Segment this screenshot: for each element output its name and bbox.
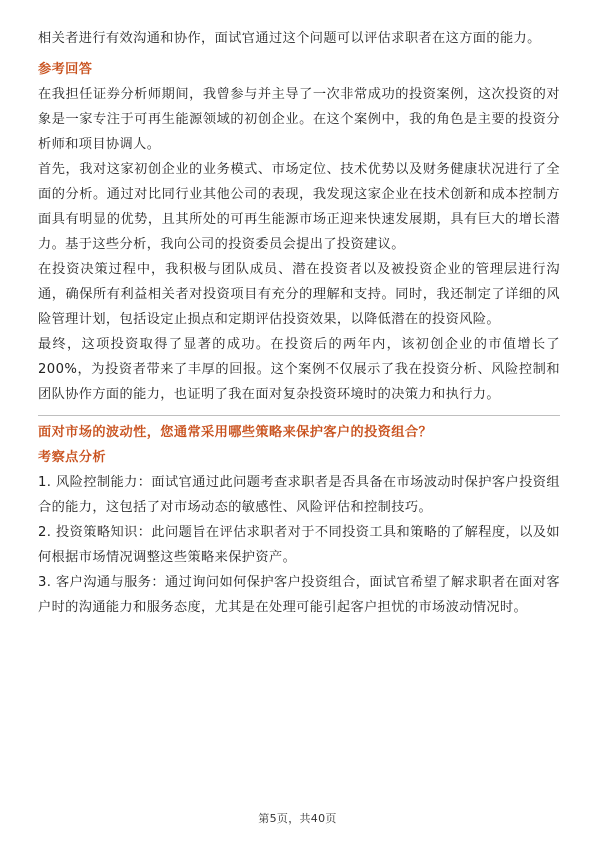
reference-answer-heading: 参考回答: [38, 62, 93, 77]
answer-paragraph-3: 在投资决策过程中，我积极与团队成员、潜在投资者以及被投资企业的管理层进行沟通，确保所有利益相关者对投资项目有充分的理解和支持。同时，我还制定了详细的风险管理计划，包括设定止损点和定期评估投资效果，以降低潜在的投资风险。: [38, 262, 560, 327]
intro-paragraph: 相关者进行有效沟通和协作，面试官通过这个问题可以评估求职者在这方面的能力。: [38, 31, 541, 46]
answer-paragraph-1: 在我担任证券分析师期间，我曾参与并主导了一次非常成功的投资案例，这次投资的对象是一家专注于可再生能源领域的初创企业。在这个案例中，我的角色是主要的投资分析师和项目协调人。: [38, 87, 560, 152]
analysis-heading: 考察点分析: [38, 450, 106, 465]
analysis-point-1: 1. 风险控制能力：面试官通过此问题考查求职者是否具备在市场波动时保护客户投资组合的能力，这包括了对市场动态的敏感性、风险评估和控制技巧。: [38, 475, 560, 515]
answer-paragraph-2: 首先，我对这家初创企业的业务模式、市场定位、技术优势以及财务健康状况进行了全面的分析。通过对比同行业其他公司的表现，我发现这家企业在技术创新和成本控制方面具有明显的优势，且其所处的可再生能源市场正迎来快速发展期，具有巨大的增长潜力。基于这些分析，我向公司的投资委员会提出了投资建议。: [38, 162, 560, 252]
section-divider: [38, 415, 560, 416]
analysis-point-2: 2. 投资策略知识：此问题旨在评估求职者对于不同投资工具和策略的了解程度，以及如何根据市场情况调整这些策略来保护资产。: [38, 525, 560, 565]
analysis-point-3: 3. 客户沟通与服务：通过询问如何保护客户投资组合，面试官希望了解求职者在面对客户时的沟通能力和服务态度，尤其是在处理可能引起客户担忧的市场波动情况时。: [38, 575, 560, 615]
page-number: 第5页，共40页: [258, 812, 337, 825]
answer-paragraph-4: 最终，这项投资取得了显著的成功。在投资后的两年内，该初创企业的市值增长了200%，为投资者带来了丰厚的回报。这个案例不仅展示了我在投资分析、风险控制和团队协作方面的能力，也证明了我在面对复杂投资环境时的决策力和执行力。: [38, 337, 560, 402]
question-title: 面对市场的波动性，您通常采用哪些策略来保护客户的投资组合？: [38, 425, 433, 440]
document-body: [38, 26, 560, 620]
